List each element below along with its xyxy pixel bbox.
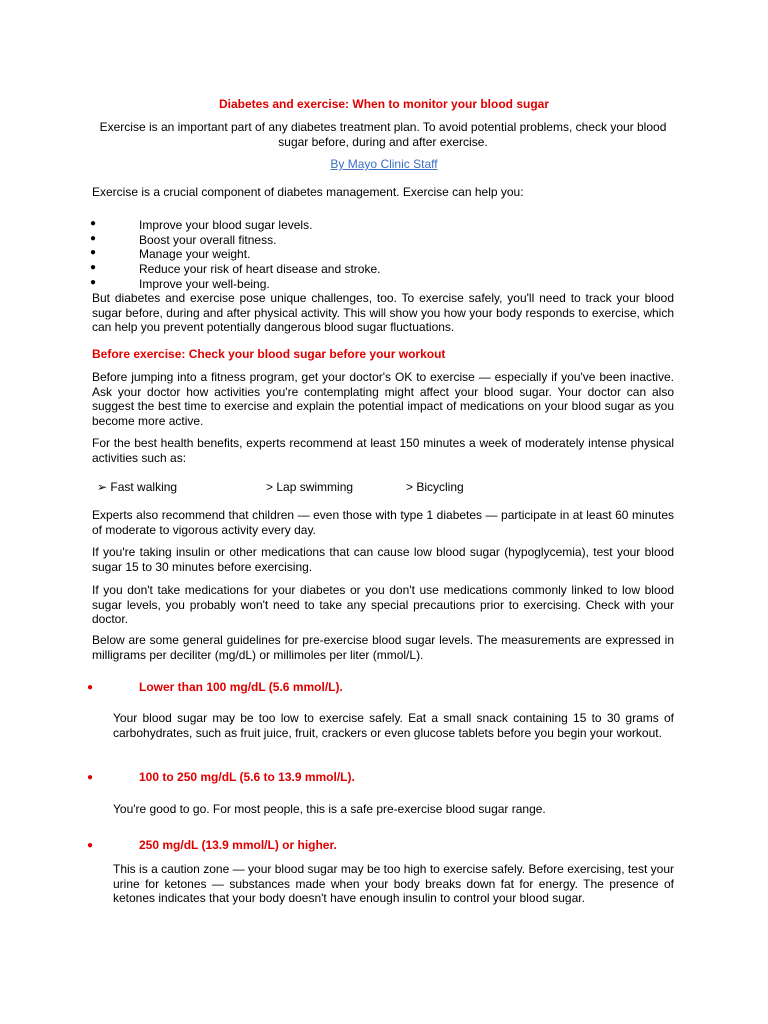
bullet-icon: ● — [90, 277, 97, 288]
bullet-icon: ● — [87, 772, 94, 783]
level-description: This is a caution zone — your blood sugar may be too high to exercise safely. Before exercising, test your urine for ketones — substances made when your body breaks down fat for energy. The presence of ketones indicates that your body doesn't have enough insulin to control your blood sugar. — [113, 862, 674, 905]
activity-item: > Bicycling — [406, 480, 464, 494]
insulin-paragraph: If you're taking insulin or other medications that can cause low blood sugar (hypoglycemia), test your blood sugar 15 to 30 minutes before exercising. — [92, 545, 674, 574]
list-item: ● Reduce your risk of heart disease and stroke. — [90, 262, 381, 276]
bullet-icon: ● — [90, 233, 97, 244]
bullet-icon: ● — [87, 840, 94, 851]
children-paragraph: Experts also recommend that children — even those with type 1 diabetes — participate in at least 60 minutes of moderate to vigorous activity every day. — [92, 508, 674, 537]
list-item: ● Improve your well-being. — [90, 277, 270, 291]
list-item: ● Manage your weight. — [90, 247, 251, 261]
level-heading: 250 mg/dL (13.9 mmol/L) or higher. — [139, 838, 337, 852]
challenges-paragraph: But diabetes and exercise pose unique challenges, too. To exercise safely, you'll need to track your blood sugar before, during and after physical activity. This will show you how your body responds to exercise, which can help you prevent potentially dangerous blood sugar fluctuations. — [92, 291, 674, 334]
before-exercise-paragraph: Before jumping into a fitness program, get your doctor's OK to exercise — especially if you've been inactive. Ask your doctor how activities you're contemplating might affect your blood sugar. Your doctor can also suggest the best time to exercise and explain the potential impact of medications on your blood sugar as you become more active. — [92, 370, 674, 428]
level-heading: Lower than 100 mg/dL (5.6 mmol/L). — [139, 680, 343, 694]
byline-link[interactable]: By Mayo Clinic Staff — [330, 157, 438, 171]
bullet-icon: ● — [90, 218, 97, 229]
level-heading: 100 to 250 mg/dL (5.6 to 13.9 mmol/L). — [139, 770, 355, 784]
bullet-icon: ● — [90, 262, 97, 273]
guidelines-paragraph: Below are some general guidelines for pre-exercise blood sugar levels. The measurements are expressed in milligrams per deciliter (mg/dL) or millimoles per liter (mmol/L). — [92, 633, 674, 662]
level-description: You're good to go. For most people, this is a safe pre-exercise blood sugar range. — [113, 802, 546, 816]
recommendation-paragraph: For the best health benefits, experts recommend at least 150 minutes a week of moderately intense physical activities such as: — [92, 436, 674, 465]
list-item: ● Boost your overall fitness. — [90, 233, 277, 247]
activity-item: > Lap swimming — [266, 480, 354, 494]
level-description: Your blood sugar may be too low to exercise safely. Eat a small snack containing 15 to 30 grams of carbohydrates, such as fruit juice, fruit, crackers or even glucose tablets before you begin your workout. — [113, 711, 674, 740]
no-medication-paragraph: If you don't take medications for your diabetes or you don't use medications commonly linked to low blood sugar levels, you probably won't need to take any special precautions prior to exercising. Check with your doctor. — [92, 583, 674, 626]
list-item: ● Improve your blood sugar levels. — [90, 218, 313, 232]
activity-item: ➢ Fast walking — [97, 480, 178, 494]
page-title: Diabetes and exercise: When to monitor your blood sugar — [218, 97, 550, 111]
subtitle: Exercise is an important part of any diabetes treatment plan. To avoid potential problems, check your blood sugar before, during and after exercise. — [99, 120, 667, 149]
section-heading: Before exercise: Check your blood sugar before your workout — [92, 347, 446, 361]
intro-paragraph: Exercise is a crucial component of diabetes management. Exercise can help you: — [92, 185, 524, 199]
bullet-icon: ● — [87, 682, 94, 693]
bullet-icon: ● — [90, 247, 97, 258]
